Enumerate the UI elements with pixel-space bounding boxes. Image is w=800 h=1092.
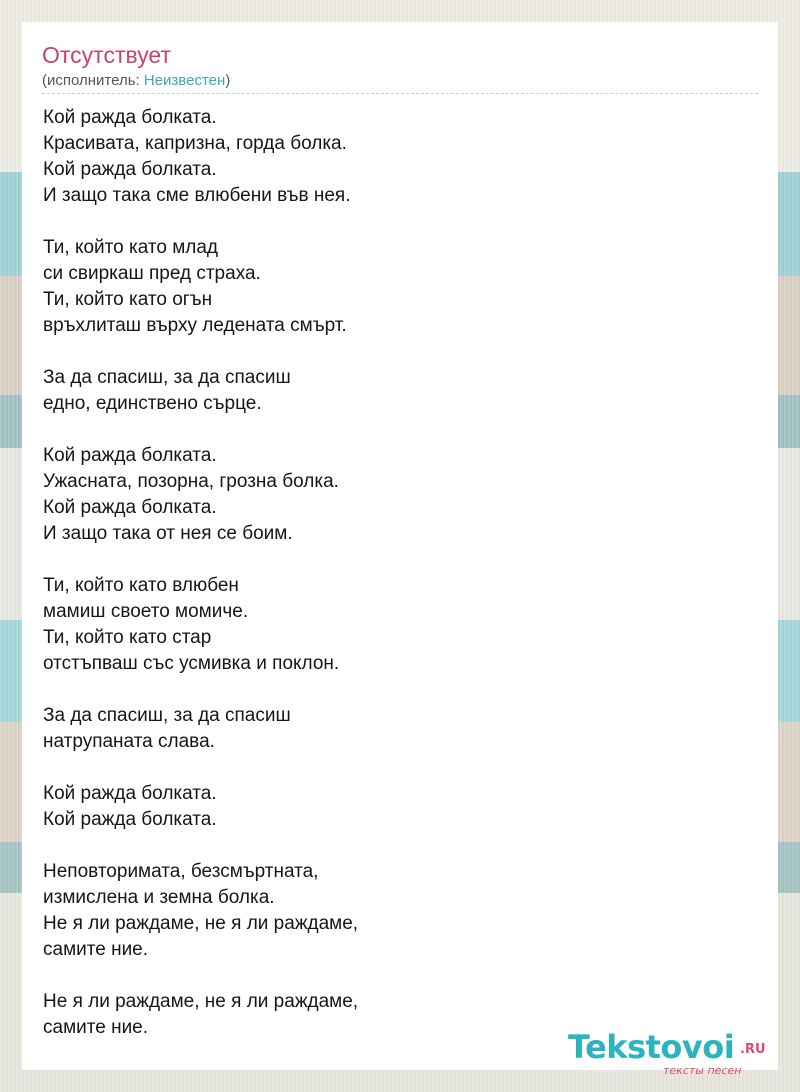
logo-wordmark: Tekstovoi <box>568 1028 735 1066</box>
lyric-line: отстъпваш със усмивка и поклон. <box>43 653 340 674</box>
performer-prefix: (исполнитель: <box>42 72 144 89</box>
performer-line <box>42 72 230 90</box>
lyric-line: едно, единствено сърце. <box>43 393 262 414</box>
stanza <box>43 781 743 833</box>
lyric-line: За да спасиш, за да спасиш <box>43 367 291 388</box>
stanza <box>43 573 743 677</box>
stanza <box>43 443 743 547</box>
lyric-line: Не я ли раждаме, не я ли раждаме, <box>43 991 359 1012</box>
lyric-line: За да спасиш, за да спасиш <box>43 705 291 726</box>
lyric-line: самите ние. <box>43 939 149 960</box>
lyric-line: Не я ли раждаме, не я ли раждаме, <box>43 913 359 934</box>
lyric-line: мамиш своето момиче. <box>43 601 249 622</box>
lyric-line: И защо така сме влюбени във нея. <box>43 185 351 206</box>
lyric-line: Кой ражда болката. <box>43 445 217 466</box>
lyric-line: самите ние. <box>43 1017 149 1038</box>
lyrics-body <box>43 105 743 1067</box>
lyric-line: Ти, който като огън <box>43 289 213 310</box>
lyric-line: връхлиташ върху ледената смърт. <box>43 315 347 336</box>
lyric-line: Кой ражда болката. <box>43 107 217 128</box>
lyric-line: Ти, който като влюбен <box>43 575 239 596</box>
lyric-line: Кой ражда болката. <box>43 809 217 830</box>
song-title: Отсутствует <box>42 42 171 68</box>
lyric-line: натрупаната слава. <box>43 731 215 752</box>
lyric-line: Ти, който като стар <box>43 627 212 648</box>
performer-suffix: ) <box>225 72 231 89</box>
logo-tld: .RU <box>740 1042 766 1057</box>
stanza <box>43 859 743 963</box>
lyrics-sheet <box>22 22 778 1070</box>
site-logo[interactable] <box>568 1030 778 1082</box>
lyric-line: си свиркаш пред страха. <box>43 263 261 284</box>
lyric-line: Неповторимата, безсмъртната, <box>43 861 319 882</box>
lyric-line: Кой ражда болката. <box>43 159 217 180</box>
stanza <box>43 235 743 339</box>
lyric-line: Кой ражда болката. <box>43 497 217 518</box>
logo-tagline: тексты песен <box>663 1064 742 1077</box>
lyric-line: Красивата, капризна, горда болка. <box>43 133 347 154</box>
lyric-line: Ужасната, позорна, грозна болка. <box>43 471 339 492</box>
stanza <box>43 105 743 209</box>
stanza <box>43 703 743 755</box>
performer-link[interactable]: Неизвестен <box>143 72 226 89</box>
stanza <box>43 365 743 417</box>
divider <box>42 93 758 94</box>
lyric-line: И защо така от нея се боим. <box>43 523 293 544</box>
lyric-line: измислена и земна болка. <box>43 887 275 908</box>
lyric-line: Ти, който като млад <box>43 237 218 258</box>
lyric-line: Кой ражда болката. <box>43 783 217 804</box>
